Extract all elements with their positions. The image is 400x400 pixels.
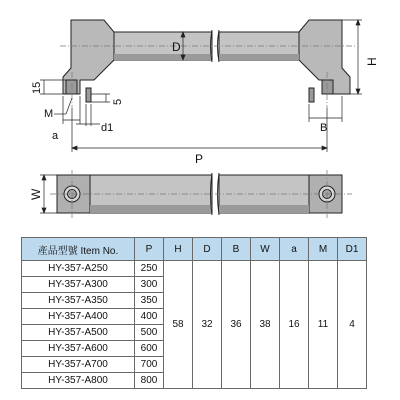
header-h: H (164, 238, 193, 261)
d-cell: 32 (193, 261, 222, 389)
header-b: B (222, 238, 251, 261)
dim-label-a: a (52, 130, 59, 142)
left-pin (86, 88, 91, 102)
header-a: a (280, 238, 309, 261)
w-cell: 38 (251, 261, 280, 389)
p-cell: 400 (135, 309, 164, 325)
model-cell: HY-357-A400 (22, 309, 135, 325)
dim-label-5: 5 (112, 98, 124, 105)
top-shade-right (219, 205, 309, 213)
bar-shading-right (219, 54, 299, 60)
p-cell: 700 (135, 357, 164, 373)
top-shade-left (90, 205, 212, 213)
b-cell: 36 (222, 261, 251, 389)
dim-label-w: W (29, 188, 43, 200)
dim-label-m: M (44, 108, 54, 120)
header-p: P (135, 238, 164, 261)
dim-label-h: H (365, 57, 379, 66)
model-cell: HY-357-A300 (22, 277, 135, 293)
header-d1: D1 (338, 238, 367, 261)
model-cell: HY-357-A600 (22, 341, 135, 357)
model-cell: HY-357-A700 (22, 357, 135, 373)
right-stud (322, 80, 333, 94)
d1-cell: 4 (338, 261, 367, 389)
dimension-5 (91, 94, 110, 102)
dim-label-b: B (320, 122, 328, 134)
left-stud (66, 80, 77, 94)
p-cell: 250 (135, 261, 164, 277)
side-view (63, 20, 350, 102)
p-cell: 800 (135, 373, 164, 389)
table-row (22, 261, 367, 277)
p-cell: 300 (135, 277, 164, 293)
p-cell: 350 (135, 293, 164, 309)
table-header-row (22, 238, 367, 261)
p-cell: 500 (135, 325, 164, 341)
spec-table (21, 237, 367, 389)
dimension-a-d1 (63, 96, 100, 126)
model-cell: HY-357-A500 (22, 325, 135, 341)
m-cell: 11 (309, 261, 338, 389)
header-d: D (193, 238, 222, 261)
p-cell: 600 (135, 341, 164, 357)
h-cell: 58 (164, 261, 193, 389)
dimension-15 (40, 80, 66, 94)
dim-label-d: D (172, 40, 181, 54)
a-cell: 16 (280, 261, 309, 389)
header-item-no: 產品型號 Item No. (22, 238, 135, 261)
model-cell: HY-357-A250 (22, 261, 135, 277)
dim-label-d1: d1 (101, 122, 114, 134)
right-pin (309, 88, 314, 102)
dim-label-15: 15 (31, 81, 43, 94)
bar-shading-left (114, 54, 212, 60)
dim-label-p: P (195, 152, 204, 166)
model-cell: HY-357-A800 (22, 373, 135, 389)
header-m: M (309, 238, 338, 261)
model-cell: HY-357-A350 (22, 293, 135, 309)
header-w: W (251, 238, 280, 261)
